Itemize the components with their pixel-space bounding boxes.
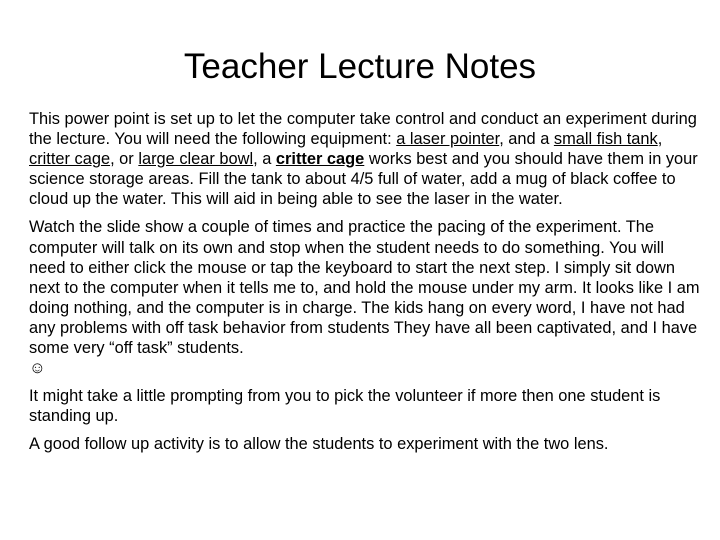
critter-cage-item: critter cage <box>29 150 111 169</box>
equipment-text-2: , and a <box>499 130 554 149</box>
clear-bowl-item: large clear bowl <box>138 150 254 169</box>
laser-pointer-item: a laser pointer <box>396 130 500 149</box>
paragraph-volunteer: It might take a little prompting from you to pick the volunteer if more then one student is standing up. <box>29 387 661 426</box>
smiley-icon: ☺ <box>29 359 46 378</box>
critter-cage-recommended: critter cage <box>275 150 365 169</box>
paragraph-practice <box>29 217 701 378</box>
slide-title: Teacher Lecture Notes <box>183 47 537 86</box>
paragraph-equipment <box>29 109 701 209</box>
fish-tank-item: small fish tank <box>553 130 658 149</box>
equipment-text-6: works best and you should have them in your science storage areas. Fill the tank to about 4/5 full of water, add a mug of black coffee to cloud up the water. This will aid in being able to see the laser in the water. <box>29 150 698 209</box>
equipment-intro-text: This power point is set up to let the computer take control and conduct an experiment during the lecture. You will need the following equipment: <box>29 110 697 149</box>
equipment-text-4: , or <box>110 150 139 169</box>
slide-body <box>29 109 701 463</box>
equipment-text-5: , a <box>253 150 276 169</box>
equipment-text-3: , <box>657 130 663 149</box>
practice-text: Watch the slide show a couple of times and practice the pacing of the experiment. The computer will talk on its own and stop when the student needs to do something. You will need to either click the mouse or tap the keyboard to start the next step. I simply sit down next to the computer when it tells me to, and hold the mouse under my arm. It looks like I am doing nothing, and the computer is in charge. The kids hang on every word, I have not had any problems with off task behavior from students They have all been captivated, and I have some very “off task” students. <box>29 218 700 358</box>
paragraph-follow-up: A good follow up activity is to allow the students to experiment with the two lens. <box>29 435 609 454</box>
